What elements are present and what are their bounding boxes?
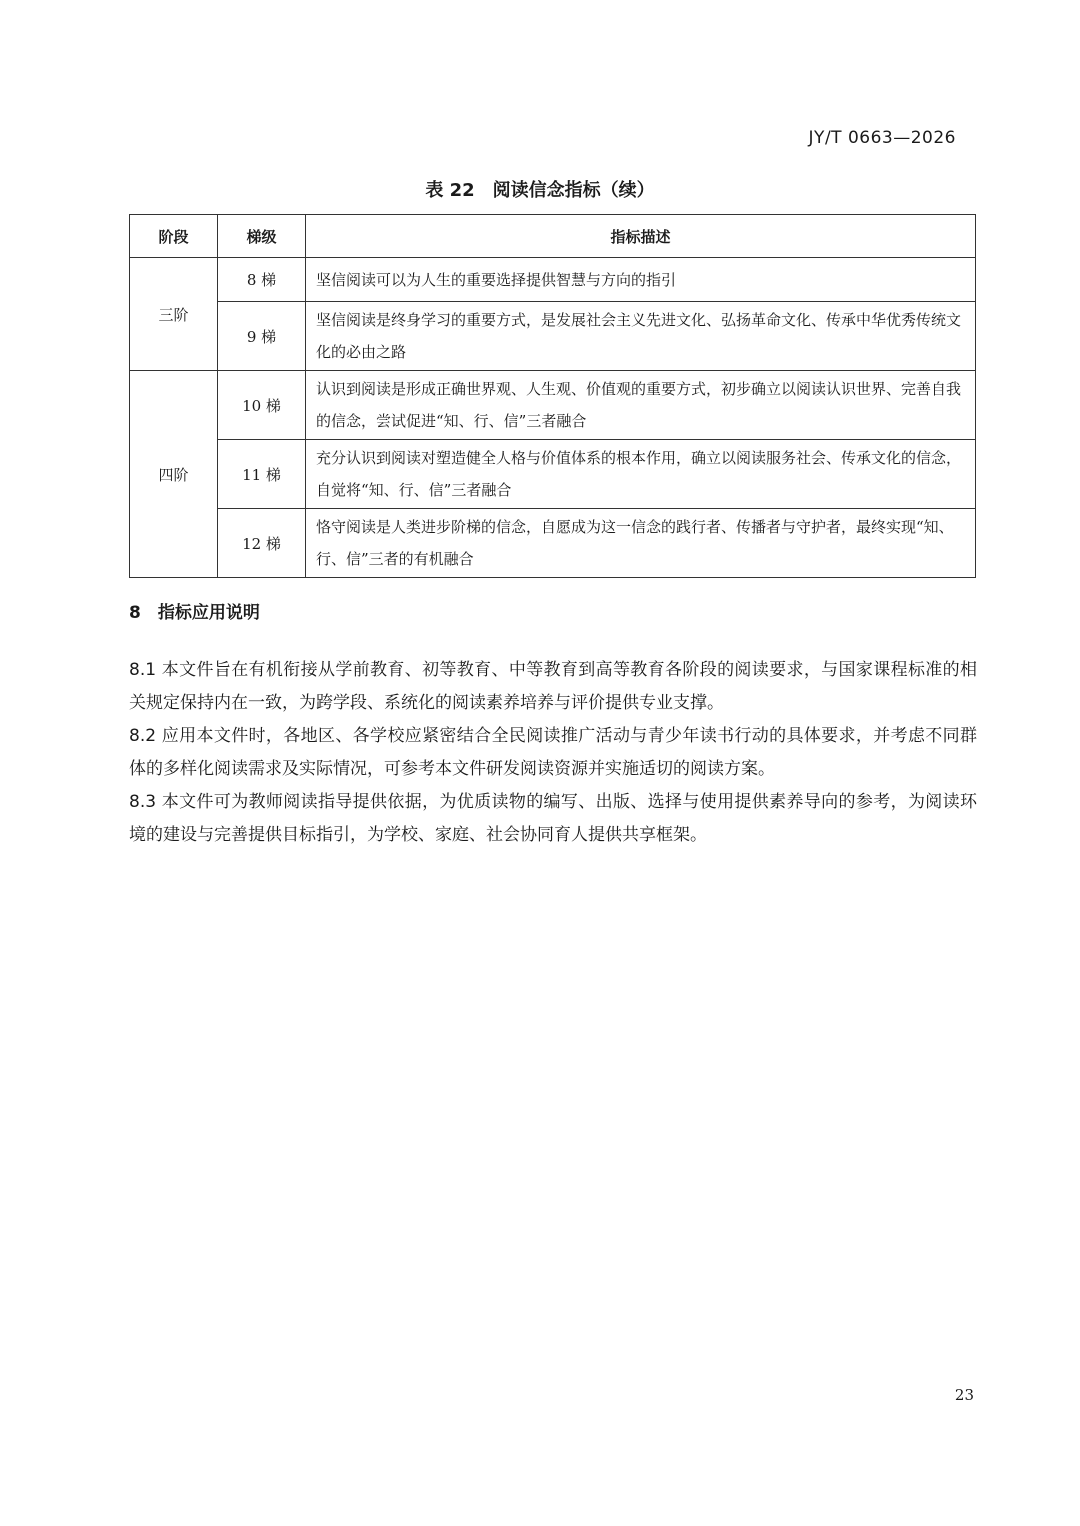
header-stage: 阶段 — [130, 215, 218, 258]
table-row — [130, 258, 976, 302]
paragraph-8-2: 8.2 应用本文件时，各地区、各学校应紧密结合全民阅读推广活动与青少年读书行动的具体要求，并考虑不同群体的多样化阅读需求及实际情况，可参考本文件研发阅读资源并实施适切的阅读方案。 — [129, 726, 977, 779]
level-cell: 12 梯 — [218, 509, 306, 578]
stage-cell: 四阶 — [130, 371, 218, 578]
document-code: JY/T 0663—2026 — [808, 128, 956, 148]
section-heading: 8 指标应用说明 — [129, 603, 260, 623]
level-cell: 11 梯 — [218, 440, 306, 509]
description-cell: 坚信阅读是终身学习的重要方式，是发展社会主义先进文化、弘扬革命文化、传承中华优秀传统文化的必由之路 — [306, 302, 976, 371]
table-row — [130, 371, 976, 440]
indicator-table — [129, 214, 976, 578]
header-description: 指标描述 — [306, 215, 976, 258]
page-number: 23 — [954, 1386, 974, 1404]
paragraph-8-3: 8.3 本文件可为教师阅读指导提供依据，为优质读物的编写、出版、选择与使用提供素养导向的参考，为阅读环境的建设与完善提供目标指引，为学校、家庭、社会协同育人提供共享框架。 — [129, 792, 977, 845]
description-cell: 认识到阅读是形成正确世界观、人生观、价值观的重要方式，初步确立以阅读认识世界、完善自我的信念，尝试促进“知、行、信”三者融合 — [306, 371, 976, 440]
header-level: 梯级 — [218, 215, 306, 258]
stage-cell: 三阶 — [130, 258, 218, 371]
description-cell: 坚信阅读可以为人生的重要选择提供智慧与方向的指引 — [306, 258, 976, 302]
level-cell: 9 梯 — [218, 302, 306, 371]
description-cell: 恪守阅读是人类进步阶梯的信念，自愿成为这一信念的践行者、传播者与守护者，最终实现“知、行、信”三者的有机融合 — [306, 509, 976, 578]
level-cell: 10 梯 — [218, 371, 306, 440]
table-row — [130, 302, 976, 371]
paragraph-8-1: 8.1 本文件旨在有机衔接从学前教育、初等教育、中等教育到高等教育各阶段的阅读要求，与国家课程标准的相关规定保持内在一致，为跨学段、系统化的阅读素养培养与评价提供专业支撑。 — [129, 660, 977, 713]
section-body — [129, 654, 977, 852]
table-row — [130, 440, 976, 509]
table-row — [130, 509, 976, 578]
table-header-row — [130, 215, 976, 258]
table-title: 表 22 阅读信念指标（续） — [425, 180, 655, 201]
level-cell: 8 梯 — [218, 258, 306, 302]
description-cell: 充分认识到阅读对塑造健全人格与价值体系的根本作用，确立以阅读服务社会、传承文化的信念，自觉将“知、行、信”三者融合 — [306, 440, 976, 509]
